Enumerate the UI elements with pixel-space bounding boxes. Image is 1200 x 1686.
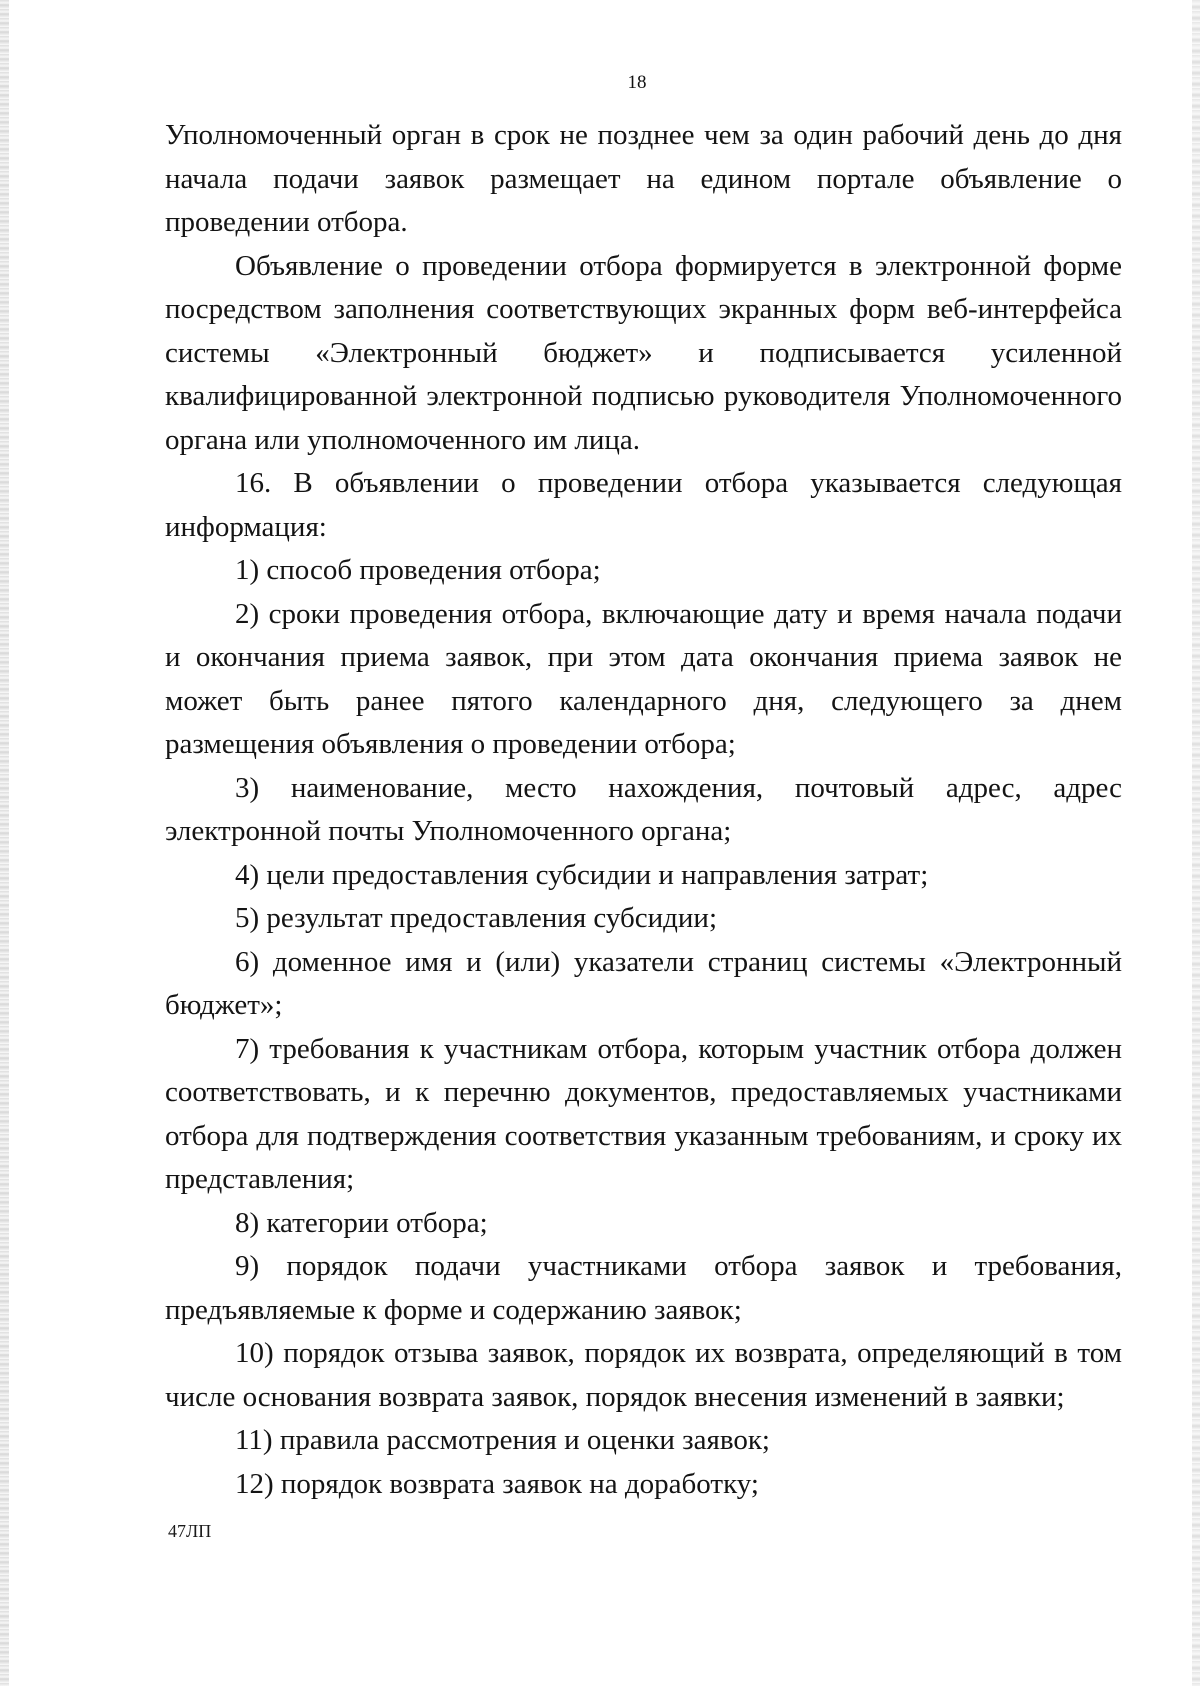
list-item-7: 7) требования к участникам отбора, которым участник отбора должен соответствовать, и к перечню документов, предоставляемых участниками отбора для подтверждения соответствия указанным требованиям, и сроку их представления;	[165, 1032, 1122, 1195]
list-item-10: 10) порядок отзыва заявок, порядок их возврата, определяющий в том числе основания возврата заявок, порядок внесения изменений в заявки;	[165, 1337, 1122, 1413]
scan-edge-right	[1192, 0, 1200, 1686]
list-item-11: 11) правила рассмотрения и оценки заявок;	[235, 1424, 770, 1456]
scan-edge-left	[0, 0, 9, 1686]
page-number: 18	[627, 72, 647, 93]
document-body	[165, 114, 1122, 1506]
list-item-2: 2) сроки проведения отбора, включающие дату и время начала подачи и окончания приема заявок, при этом дата окончания приема заявок не может быть ранее пятого календарного дня, следующего за днем размещения объявления о проведении отбора;	[165, 597, 1122, 760]
list-item-8: 8) категории отбора;	[235, 1206, 488, 1239]
paragraph-announcement-deadline: Уполномоченный орган в срок не позднее чем за один рабочий день до дня начала подачи заявок размещает на едином портале объявление о проведении отбора.	[165, 119, 1122, 238]
list-item-5: 5) результат предоставления субсидии;	[235, 902, 718, 934]
list-item-9: 9) порядок подачи участниками отбора заявок и требования, предъявляемые к форме и содержанию заявок;	[165, 1250, 1122, 1326]
list-item-1: 1) способ проведения отбора;	[235, 554, 601, 586]
paragraph-item-16: 16. В объявлении о проведении отбора указывается следующая информация:	[165, 467, 1122, 543]
list-item-6: 6) доменное имя и (или) указатели страниц системы «Электронный бюджет»;	[165, 945, 1122, 1021]
paragraph-announcement-form: Объявление о проведении отбора формируется в электронной форме посредством заполнения соответствующих экранных форм веб-интерфейса системы «Электронный бюджет» и подписывается усиленной квалифицированной электронной подписью руководителя Уполномоченного органа или уполномоченного им лица.	[165, 249, 1122, 456]
document-code: 47ЛП	[168, 1521, 212, 1541]
list-item-3: 3) наименование, место нахождения, почтовый адрес, адрес электронной почты Уполномоченного органа;	[165, 771, 1122, 847]
list-item-12: 12) порядок возврата заявок на доработку;	[235, 1467, 759, 1500]
list-item-4: 4) цели предоставления субсидии и направления затрат;	[235, 858, 929, 891]
